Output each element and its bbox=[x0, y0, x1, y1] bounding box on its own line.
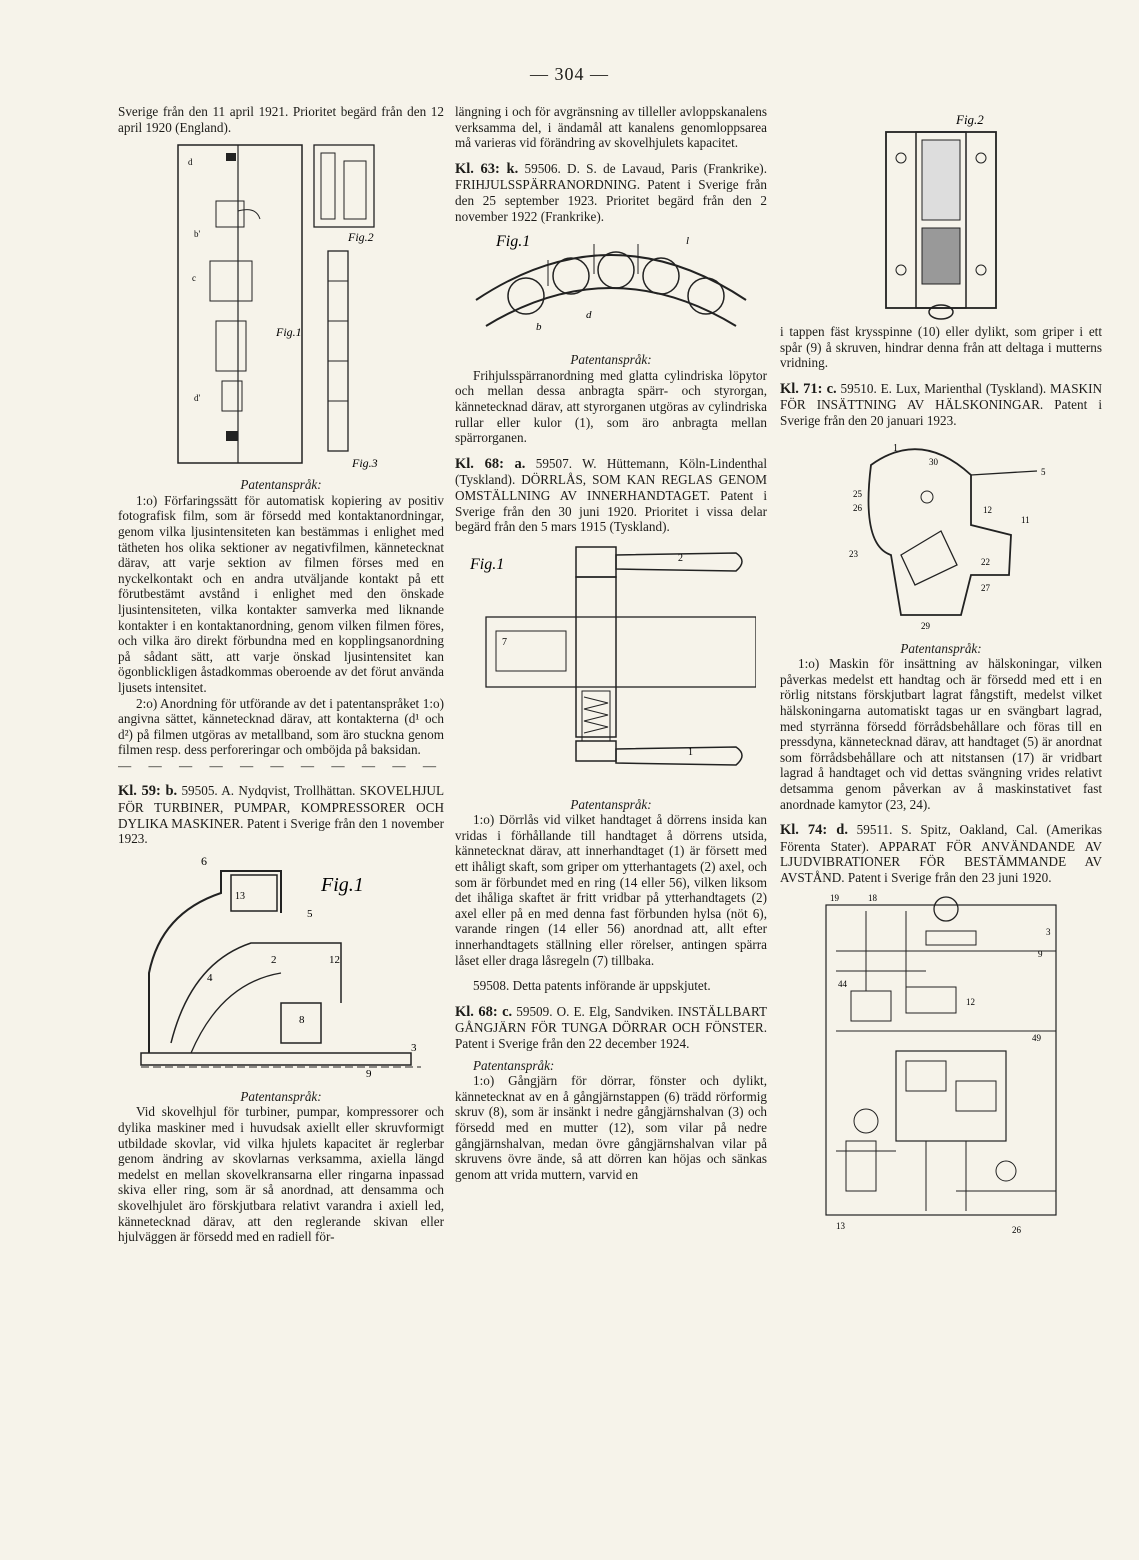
kl-code: Kl. 74: d. bbox=[780, 822, 848, 839]
svg-text:2: 2 bbox=[271, 953, 277, 966]
svg-text:13: 13 bbox=[235, 890, 245, 902]
svg-text:l: l bbox=[686, 235, 690, 248]
heading-text: 59506. D. S. de Lavaud, Paris (Frankrike). FRIHJULSSPÄRRANORDNING. Patent i Sverige från den 25 september 1923. Prioritet begärd från den 2 november 1922 (Frankrike). bbox=[455, 160, 767, 224]
svg-text:19: 19 bbox=[830, 893, 839, 904]
claim-text-59505: Vid skovelhjul för turbiner, pumpar, kompressorer och dylika maskiner med i huvudsak axiellt eller skruvformigt utbildade skovlar, vid vilka hjulets kapacitet är reglerbar genom ändring av skovlarnas verksamma, axiella längd medelst en mellan skovelkransarna eller ringarna inpassad skiva eller ring, som är så anordnad, att densamma och skovelhjulet äro förskjutbara relativt varandra i axiell led, kännetecknad därav, att den reglerande skivan eller hjulväggen är försedd med en radiell för- bbox=[118, 1104, 444, 1245]
claim-59506: Frihjulsspärranordning med glatta cylindriska löpytor och mellan dessa anbragta spärr- och styrorgan, kännetecknad därav, att styrorganen utgöras av cylindriska rullar eller kulor (1), som äro anbragta mellan spärrorganen. bbox=[455, 367, 767, 446]
svg-text:1: 1 bbox=[688, 746, 693, 758]
svg-text:22: 22 bbox=[981, 556, 990, 567]
claim-2: 2:o) Anordning för utförande av det i patentanspråket 1:o) angivna sättet, kännetecknad därav, att kontakterna (d¹ och d²) på filmen utgöras av metallband, som äro stuckna genom filmen resp. dess perforeringar och omböjda på baksidan. bbox=[118, 695, 444, 758]
claim-title: Patentanspråk: bbox=[570, 352, 652, 368]
hinge-figure bbox=[856, 110, 1026, 320]
svg-text:18: 18 bbox=[868, 893, 877, 904]
turbine-wheel-figure bbox=[131, 853, 431, 1083]
door-lock-fig-label: Fig.1 bbox=[470, 555, 505, 573]
fig1-label: Fig.1 bbox=[276, 325, 302, 340]
fig2-label: Fig.2 bbox=[348, 230, 374, 245]
svg-text:b': b' bbox=[194, 229, 201, 240]
kl-code: Kl. 68: a. bbox=[455, 455, 526, 472]
claim-1: 1:o) Förfaringssätt för automatisk kopiering av positiv fotografisk film, som är försedd med kontaktanordningar, genom vilka ljusintensiteten kan bestämmas i enlighet med tätheten hos olika sektioner av negativfilmen, kännetecknat därav, att varje sektion av filmen förses med en nyckelkontakt och en andra utväljande kontakt på ett förutbestämt avstånd i enlighet med den önskade ljusintensiteten, vilka kontakter samverka med liknande kontakter i en kontaktanordning, genom vilken filmen föres, och vilka äro direkt förbundna med en kopplingsanordning på sådant sätt, att varje önskad ljusintensitet kan ögonblickligen åstadkommas oberoende av det förut använda ljusets intensitet. bbox=[118, 492, 444, 695]
svg-text:d: d bbox=[188, 157, 193, 168]
svg-text:d: d bbox=[586, 309, 592, 322]
svg-text:5: 5 bbox=[307, 907, 313, 920]
svg-text:44: 44 bbox=[838, 979, 847, 990]
svg-text:9: 9 bbox=[1038, 949, 1043, 960]
heading-text: 59511. S. Spitz, Oakland, Cal. (Amerikas Förenta Stater). APPARAT FÖR ANVÄNDANDE AV LJUDVIBRATIONER FÖR BESTÄMMANDE AV AVSTÅND. Patent i Sverige från den 23 juni 1920. bbox=[780, 822, 1103, 885]
claim-59507: 1:o) Dörrlås vid vilket handtaget å dörrens insida kan vridas i förhållande till handtaget å dörrens utsida, kännetecknat därav, att innerhandtaget (1) är försett med ett ihåligt skaft, som griper om ytterhantagets (2) axel, och som är förbundet med en ring (14 eller 56), vilken liksom det ihåliga skaftet är fritt vridbar på ytterhandtagets (2) axel eller på en med denna fast förbunden hylsa (nöt 6), varande ringen (14 eller 56) anordnad att, allt efter innerhandtagets ställning eller rörelser, antingen spärra låset eller draga låsregeln (7) tillbaka. bbox=[455, 812, 767, 968]
patent-heading-59511 bbox=[780, 822, 1102, 885]
claim-title: Patentanspråk: bbox=[570, 796, 652, 812]
svg-text:30: 30 bbox=[929, 456, 938, 467]
patent-heading-59505 bbox=[118, 783, 444, 846]
patent-heading-59507 bbox=[455, 456, 767, 535]
claim-59509: 1:o) Gångjärn för dörrar, fönster och dylikt, kännetecknat av en å gångjärnstappen (6) trädd rörformig skruv (8), som är insänkt i nedre gångjärnshalvan (3) och försedd med en mutter (12), som vilar på nedre gångjärnshalvan, medan övre gångjärnshalvan vilar på skruvens övre ände, så att dörren kan höjas och sänkas genom att vrida muttern, varvid en bbox=[455, 1073, 767, 1182]
svg-text:26: 26 bbox=[853, 502, 862, 513]
claim-title-2: Patentanspråk: bbox=[240, 1088, 322, 1104]
claim-title: Patentanspråk: bbox=[900, 640, 982, 656]
circuit-diagram-figure bbox=[806, 891, 1076, 1239]
svg-text:8: 8 bbox=[299, 1013, 305, 1026]
svg-text:49: 49 bbox=[1032, 1033, 1041, 1044]
heading-text: 59510. E. Lux, Marienthal (Tyskland). MASKIN FÖR INSÄTTNING AV HÄLSKONINGAR. Patent i Sverige från den 20 januari 1923. bbox=[780, 380, 1102, 428]
svg-text:1: 1 bbox=[893, 442, 898, 454]
kl-code: Kl. 71: c. bbox=[780, 380, 837, 397]
kl-code: Kl. 68: c. bbox=[455, 1003, 513, 1020]
separator: — — — — — — — — — — — bbox=[118, 757, 444, 773]
fig3-label: Fig.3 bbox=[352, 456, 378, 471]
column-1 bbox=[118, 104, 444, 1245]
svg-text:11: 11 bbox=[1021, 514, 1030, 525]
heel-machine-figure bbox=[831, 435, 1051, 635]
svg-text:4: 4 bbox=[207, 971, 213, 984]
svg-text:b: b bbox=[536, 321, 542, 334]
col3-continuation: i tappen fäst krysspinne (10) eller dylikt, som griper i ett spår (9) å skruven, hindrar denna från att deltaga i mutterns vridning. bbox=[780, 324, 1102, 371]
svg-text:6: 6 bbox=[201, 853, 207, 868]
heading-text: 59507. W. Hüttemann, Köln-Lindenthal (Tyskland). DÖRRLÅS, SOM KAN REGLAS GENOM OMSTÄLLNING AV INNERHANDTAGET. Patent i Sverige från den 30 juni 1920. Prioritet i vissa delar begärd från den 5 mars 1915 (Tyskland). bbox=[455, 455, 768, 535]
svg-text:3: 3 bbox=[1046, 927, 1051, 938]
turbine-fig-label: Fig.1 bbox=[321, 873, 364, 896]
svg-text:9: 9 bbox=[366, 1067, 372, 1080]
door-lock-figure bbox=[466, 541, 756, 791]
svg-text:c: c bbox=[192, 273, 196, 284]
svg-text:12: 12 bbox=[966, 997, 975, 1008]
hinge-fig-label: Fig.2 bbox=[956, 112, 984, 127]
patent-heading-59510 bbox=[780, 381, 1102, 429]
svg-text:27: 27 bbox=[981, 582, 990, 593]
claim-59510: 1:o) Maskin för insättning av hälskoningar, vilken påverkas medelst ett handtag och är försedd med ett i en rörlig nitstans förskjutbart lagrat fångstift, medelst vilket hälskoningarna automatiskt tagas ur en svängbart lagrad, med styrränna försedd förrådsbehållare och föras till en pressdyna, kännetecknad därav, att handtaget (5) är anordnat som förrådsbehållare och att nitstansen (17) är vridbart lagrad å handtaget och vid dettas svängning vrides relativt detsamma genom påverkan av å maskinstativet fast anordnade kamytor (23, 24). bbox=[780, 656, 1102, 812]
svg-text:29: 29 bbox=[921, 620, 930, 631]
freewheel-figure bbox=[466, 230, 756, 346]
kl-code: Kl. 63: k. bbox=[455, 160, 519, 177]
column-2 bbox=[455, 104, 767, 1182]
svg-text:25: 25 bbox=[853, 488, 862, 499]
claim-title: Patentanspråk: bbox=[240, 477, 322, 493]
svg-text:7: 7 bbox=[502, 636, 507, 648]
heading-text: 59509. O. E. Elg, Sandviken. INSTÄLLBART GÅNGJÄRN FÖR TUNGA DÖRRAR OCH FÖNSTER. Patent i Sverige från den 22 december 1924. bbox=[455, 1003, 768, 1051]
svg-text:12: 12 bbox=[983, 504, 992, 515]
svg-text:2: 2 bbox=[678, 552, 683, 564]
svg-text:d': d' bbox=[194, 393, 201, 404]
film-copying-figure bbox=[176, 141, 386, 471]
freewheel-fig-label: Fig.1 bbox=[496, 233, 531, 251]
heading-text: 59505. A. Nydqvist, Trollhättan. SKOVELHJUL FÖR TURBINER, PUMPAR, KOMPRESSORER OCH DYLIKA MASKINER. Patent i Sverige från den 1 november 1923. bbox=[118, 783, 445, 847]
svg-text:12: 12 bbox=[329, 953, 340, 966]
kl-code: Kl. 59: b. bbox=[118, 783, 178, 800]
col2-continuation: längning i och för avgränsning av tilleller avloppskanalens verksamma del, i ändamål att kanalens genomloppsarea må varieras vid förändring av skovelhjulets kapacitet. bbox=[455, 104, 767, 151]
patent-heading-59509 bbox=[455, 1004, 767, 1052]
svg-text:23: 23 bbox=[849, 548, 858, 559]
patent-heading-59506 bbox=[455, 161, 767, 224]
svg-text:26: 26 bbox=[1012, 1225, 1021, 1236]
page-number: — 304 — bbox=[530, 64, 609, 84]
svg-text:5: 5 bbox=[1041, 466, 1046, 477]
svg-text:3: 3 bbox=[411, 1041, 417, 1054]
column-3 bbox=[780, 104, 1102, 1243]
note-59508: 59508. Detta patents införande är uppskjutet. bbox=[473, 978, 711, 994]
svg-text:13: 13 bbox=[836, 1221, 845, 1232]
claim-title: Patentanspråk: bbox=[473, 1057, 555, 1073]
col1-intro: Sverige från den 11 april 1921. Prioritet begärd från den 12 april 1920 (England). bbox=[118, 104, 444, 135]
